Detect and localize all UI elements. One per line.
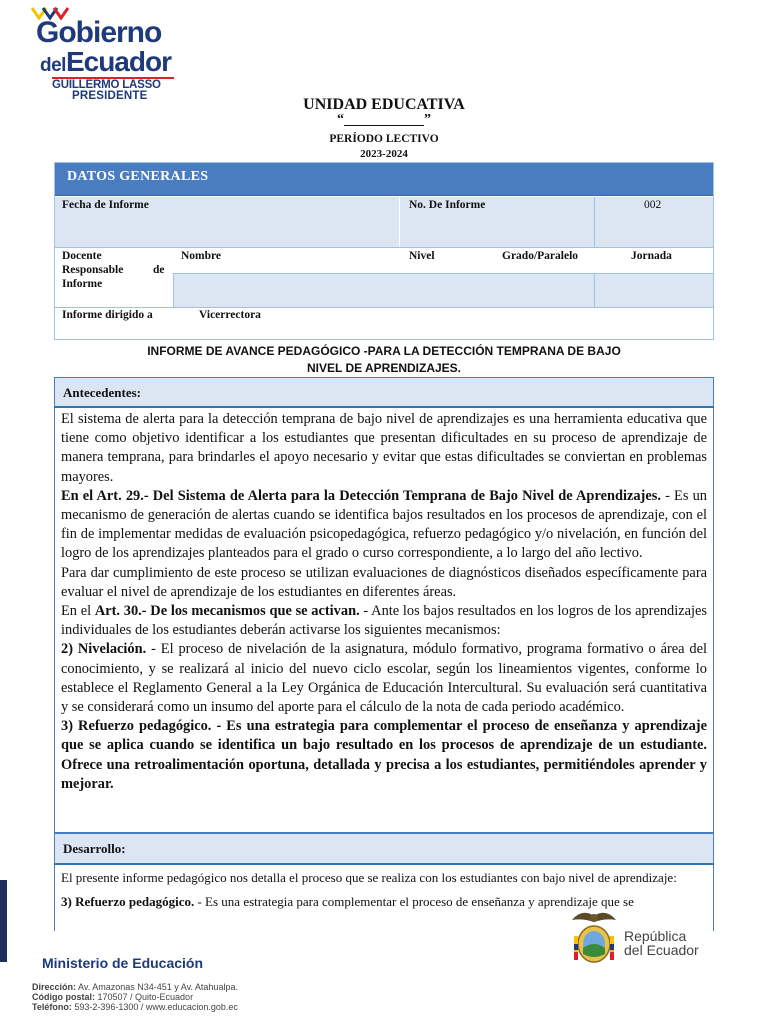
art30-text: - Ante los bajos resultados en los logros de los aprendizajes individuales de los estudiantes deberán activarse los siguientes mecanismos: — [61, 603, 707, 639]
postal-label: Código postal: — [32, 992, 95, 1002]
desarrollo-paragraph: El presente informe pedagógico nos detalla el proceso que se realiza con los estudiantes con bajo nivel de aprendizaje: — [61, 870, 677, 885]
row-divider — [174, 273, 713, 274]
logo-line-ecuador — [40, 46, 171, 78]
direccion-label: Dirección: — [32, 982, 77, 992]
republica-line1: República — [624, 928, 687, 944]
close-quote: ” — [424, 112, 431, 127]
docente-input-cell — [174, 274, 594, 307]
telefono-value: 593-2-396-1300 / www.educacion.gob.ec — [71, 1002, 238, 1012]
art29-paragraph — [61, 487, 707, 564]
logo-president-name: GUILLERMO LASSO — [52, 79, 161, 91]
logo-line-gobierno: Gobierno — [36, 16, 162, 49]
logo-line-ecuador-text: Ecuador — [65, 46, 171, 77]
jornada-label: Jornada — [631, 250, 672, 262]
coat-of-arms-icon — [568, 906, 620, 970]
gobierno-logo — [30, 6, 180, 102]
docente-label-1: Docente — [62, 250, 102, 262]
republica-del-ecuador — [624, 929, 699, 957]
grado-label: Grado/Paralelo — [502, 250, 579, 262]
footer-left-bar — [0, 880, 7, 962]
direccion-value: Av. Amazonas N34-451 y Av. Atahualpa. — [76, 982, 238, 992]
refuerzo-paragraph — [61, 717, 707, 794]
no-informe-value: 002 — [644, 199, 662, 211]
logo-line-del: del — [40, 55, 66, 76]
art29-title: En el Art. 29.- Del Sistema de Alerta para la Detección Temprana de Bajo Nivel de Aprendizajes. — [61, 487, 661, 504]
art30-title: Art. 30.- De los mecanismos que se activan. — [94, 603, 360, 620]
datos-generales-title: DATOS GENERALES — [67, 169, 209, 184]
informe-title — [0, 343, 768, 377]
col-divider — [594, 273, 595, 307]
desarrollo-refuerzo-text: - Es una estrategia para complementar el proceso de enseñanza y aprendizaje que se — [194, 893, 634, 909]
republica-line2: del Ecuador — [624, 942, 699, 958]
logo-president-title: PRESIDENTE — [72, 90, 148, 102]
col-divider — [173, 273, 174, 307]
row-divider — [55, 307, 713, 308]
docente-label-2: Responsable — [62, 264, 124, 276]
nivelacion-title: 2) Nivelación. — [61, 641, 147, 658]
dirigido-label: Informe dirigido a — [62, 309, 153, 321]
antecedentes-body — [54, 408, 714, 833]
blank-line — [344, 114, 424, 126]
refuerzo-text: 3) Refuerzo pedagógico. - Es una estrategia para complementar el proceso de enseñanza y aprendizaje que se aplica cuando se identifica un bajo resultado en los procesos de aprendizaje de un estudiante. Ofrece una retroalimentación oportuna, detallada y precisa a los estudiantes, permitiéndoles aprender y mejorar. — [61, 718, 707, 792]
telefono-label: Teléfono: — [32, 1002, 72, 1012]
open-quote: “ — [337, 112, 344, 127]
docente-label-2b: de — [153, 264, 165, 276]
unidad-name-blank — [0, 112, 768, 128]
datos-generales-table — [54, 162, 714, 340]
nivel-label: Nivel — [409, 250, 435, 262]
dirigido-value: Vicerrectora — [199, 309, 261, 321]
footer-postal — [32, 992, 193, 1002]
jornada-input-cell — [595, 274, 713, 307]
periodo-year: 2023-2024 — [360, 148, 408, 160]
desarrollo-refuerzo-title: 3) Refuerzo pedagógico. — [61, 893, 195, 909]
desarrollo-header — [54, 833, 714, 865]
nivelacion-text: - El proceso de nivelación de la asignatura, módulo formativo, programa formativo o área del conocimiento, y se realizará al inicio del nuevo ciclo escolar, según los lineamientos vigentes, conforme lo establece el Reglamento General a la Ley Orgánica de Educación Intercultural. Su evaluación será cuantitativa y se considerará como un insumo del aporte para el cálculo de la nota de cada periodo académico. — [61, 641, 707, 716]
no-informe-label: No. De Informe — [409, 199, 486, 211]
nombre-label: Nombre — [181, 250, 222, 262]
nivelacion-paragraph — [61, 640, 707, 717]
datos-generales-header — [55, 163, 713, 196]
desarrollo-heading: Desarrollo: — [63, 841, 126, 856]
antecedentes-paragraph: El sistema de alerta para la detección temprana de bajo nivel de aprendizajes es una herramienta educativa que tiene como objetivo identificar a los estudiantes que presentan dificultades en su proceso de aprendizaje de manera temprana, para brindarles el apoyo necesario y evitar que estas dificultades se conviertan en problemas mayores. — [61, 411, 707, 485]
ministerio-label: Ministerio de Educación — [42, 955, 204, 971]
footer-direccion — [32, 982, 238, 992]
diagnostico-paragraph: Para dar cumplimiento de este proceso se utilizan evaluaciones de diagnósticos diseñados específicamente para evaluar el nivel de aprendizaje de los estudiantes en diferentes áreas. — [61, 564, 707, 600]
art30-prefix: En el — [61, 603, 95, 620]
art30-paragraph — [61, 602, 707, 640]
art29-text: - Es un mecanismo de generación de alertas cuando se identifica bajos resultados en los procesos de aprendizaje, con el fin de implementar medidas de evaluación psicopedagógica, refuerzo pedagógico y/o nivelación, en función del logro de los aprendizajes planteados para el grado o curso correspondiente, a lo largo del año lectivo. — [61, 487, 707, 562]
antecedentes-heading: Antecedentes: — [63, 385, 141, 400]
antecedentes-header — [54, 377, 714, 408]
periodo-lectivo: PERÍODO LECTIVO — [329, 133, 439, 145]
fecha-label: Fecha de Informe — [62, 199, 149, 211]
footer-telefono — [32, 1002, 238, 1012]
informe-title-line2: NIVEL DE APRENDIZAJES. — [306, 361, 462, 375]
row-divider — [55, 247, 713, 248]
docente-label-3: Informe — [62, 278, 103, 290]
postal-value: 170507 / Quito-Ecuador — [95, 992, 194, 1002]
unidad-educativa-title: UNIDAD EDUCATIVA — [303, 96, 465, 113]
col-divider — [594, 197, 595, 247]
informe-title-line1: INFORME DE AVANCE PEDAGÓGICO -PARA LA DETECCIÓN TEMPRANA DE BAJO — [147, 344, 621, 358]
